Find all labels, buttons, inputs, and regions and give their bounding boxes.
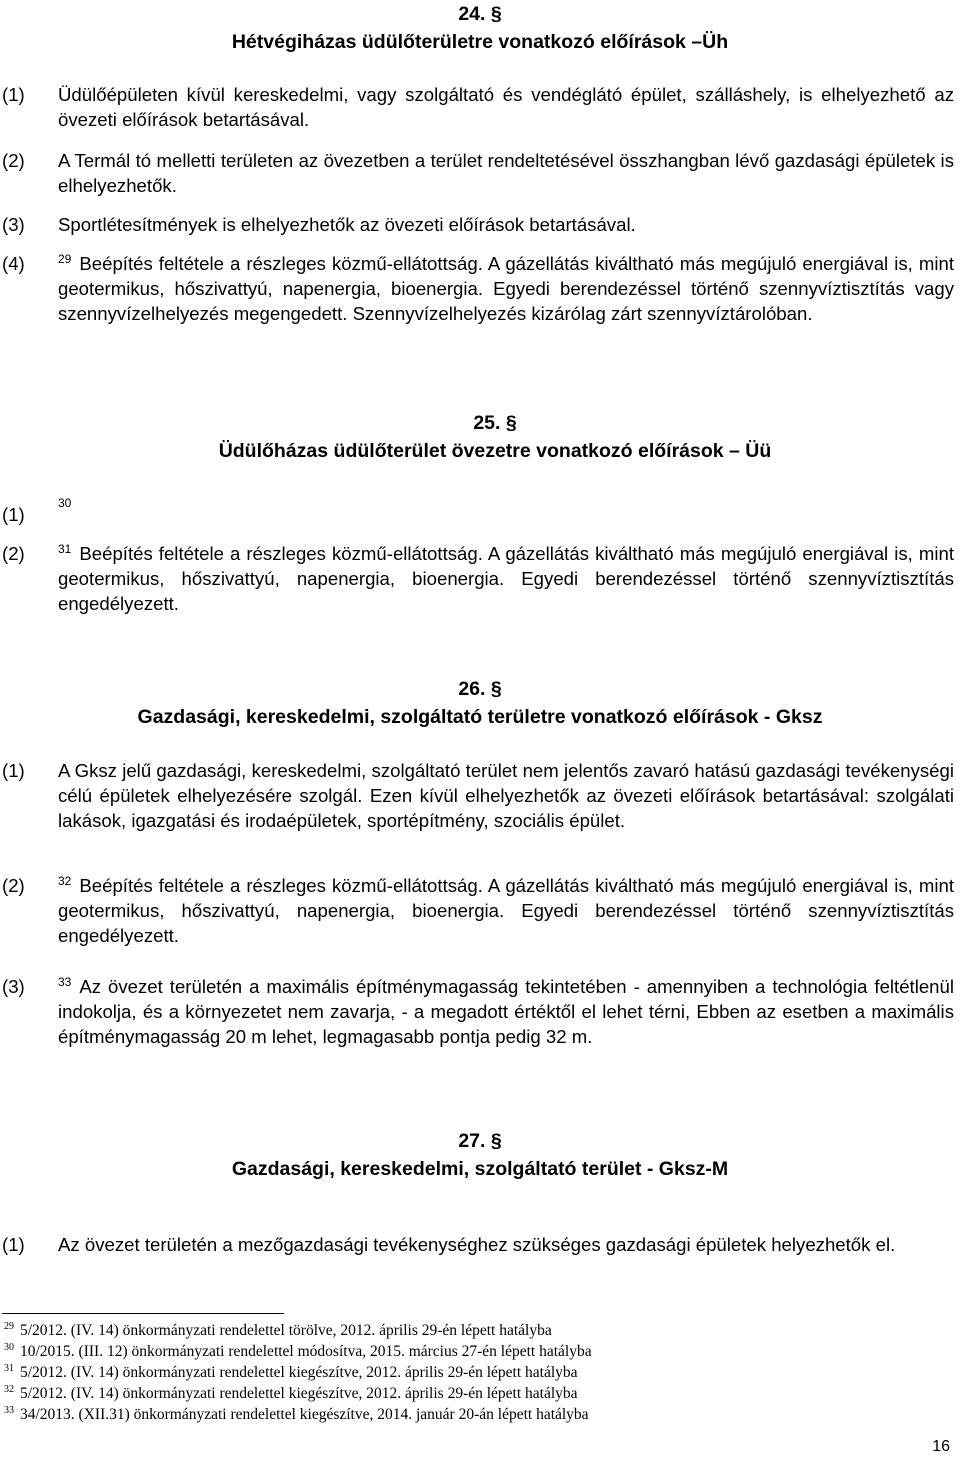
footnote-text: 5/2012. (IV. 14) önkormányzati rendelettel törölve, 2012. április 29-én lépett hatályba <box>20 1322 552 1339</box>
paragraph <box>0 541 960 616</box>
paragraph <box>0 82 960 132</box>
paragraph <box>0 974 960 1049</box>
paragraph-number: (2) <box>2 543 25 564</box>
footnote-number: 33 <box>4 1405 14 1416</box>
paragraph-number: (1) <box>2 84 25 105</box>
section-number: 27. § <box>458 1130 502 1152</box>
footnote-text: 10/2015. (III. 12) önkormányzati rendelettel módosítva, 2015. március 27-én lépett hatályba <box>20 1343 592 1360</box>
footnote-ref: 31 <box>58 542 72 556</box>
footnote-number: 32 <box>4 1384 14 1395</box>
paragraph <box>0 212 960 237</box>
section-heading <box>0 677 960 729</box>
paragraph-number: (1) <box>2 504 25 525</box>
paragraph <box>0 873 960 948</box>
footnote-text: 34/2013. (XII.31) önkormányzati rendelettel kiegészítve, 2014. január 20-án lépett hatályba <box>20 1406 589 1423</box>
section-24 <box>0 2 960 54</box>
footnote-ref: 29 <box>58 252 72 266</box>
paragraph-text: Az övezet területén a maximális építménymagasság tekintetében - amennyiben a technológia feltétlenül indokolja, és a környezetet nem zavarja, - a megadott értéktől el lehet térni, Ebben az esetben a maximális építménymagasság 20 m lehet, legmagasabb pontja pedig 32 m. <box>58 976 954 1047</box>
footnote-number: 29 <box>4 1321 14 1332</box>
section-title: Hétvégiházas üdülőterületre vonatkozó előírások –Üh <box>231 31 729 53</box>
footnote-item <box>4 1362 904 1383</box>
section-heading <box>0 411 960 463</box>
footnote-ref: 32 <box>58 874 72 888</box>
paragraph-number: (3) <box>2 976 25 997</box>
footnote-text: 5/2012. (IV. 14) önkormányzati rendelettel kiegészítve, 2012. április 29-én lépett hatályba <box>20 1364 578 1381</box>
paragraph-text: A Termál tó melletti területen az övezetben a terület rendeltetésével összhangban lévő gazdasági épületek is elhelyezhetők. <box>58 150 954 196</box>
section-27 <box>0 1129 960 1181</box>
paragraph-text: Beépítés feltétele a részleges közmű-ellátottság. A gázellátás kiváltható más megújuló energiával is, mint geotermikus, hőszivattyú, napenergia, bioenergia. Egyedi berendezéssel történő szennyvíztisztítás engedélyezett. <box>58 875 954 946</box>
paragraph-number: (1) <box>2 760 25 781</box>
footnote-text: 5/2012. (IV. 14) önkormányzati rendelettel kiegészítve, 2012. április 29-én lépett hatályba <box>20 1385 578 1402</box>
section-title: Gazdasági, kereskedelmi, szolgáltató terület - Gksz-M <box>231 1158 729 1180</box>
paragraph-text: Az övezet területén a mezőgazdasági tevékenységhez szükséges gazdasági épületek helyezhetők el. <box>58 1234 896 1255</box>
footnote-item <box>4 1320 904 1341</box>
paragraph <box>0 148 960 198</box>
section-number: 24. § <box>458 3 502 25</box>
paragraph-text: Üdülőépületen kívül kereskedelmi, vagy szolgáltató és vendéglátó épület, szálláshely, is elhelyezhető az övezeti előírások betartásával. <box>58 84 954 130</box>
paragraph <box>0 758 960 833</box>
footnotes <box>4 1320 904 1425</box>
footnote-ref: 30 <box>58 496 72 510</box>
section-number: 25. § <box>473 412 517 434</box>
footnote-ref: 33 <box>58 975 72 989</box>
paragraph-text: A Gksz jelű gazdasági, kereskedelmi, szolgáltató terület nem jelentős zavaró hatású gazdasági tevékenységi célú épületek elhelyezésére szolgál. Ezen kívül elhelyezhetők az övezeti előírások betartásával: szolgálati lakások, igazgatási és irodaépületek, sportépítmény, szociális épület. <box>58 760 954 831</box>
section-25 <box>0 411 960 463</box>
footnote-divider <box>2 1313 284 1314</box>
page-number: 16 <box>932 1438 950 1455</box>
paragraph <box>0 251 960 326</box>
paragraph-text: Sportlétesítmények is elhelyezhetők az övezeti előírások betartásával. <box>58 214 636 235</box>
paragraph-number: (1) <box>2 1234 25 1255</box>
footnote-item <box>4 1383 904 1404</box>
footnote-number: 31 <box>4 1363 14 1374</box>
paragraph-number: (2) <box>2 875 25 896</box>
paragraph-text: Beépítés feltétele a részleges közmű-ellátottság. A gázellátás kiváltható más megújuló energiával is, mint geotermikus, hőszivattyú, napenergia, bioenergia. Egyedi berendezéssel történő szennyvíztisztítás vagy szennyvízelhelyezés megengedett. Szennyvízelhelyezés kizárólag zárt szennyvíztárolóban. <box>58 253 954 324</box>
paragraph-number: (3) <box>2 214 25 235</box>
paragraph <box>0 1232 960 1257</box>
footnote-number: 30 <box>4 1342 14 1353</box>
paragraph <box>0 496 960 527</box>
paragraph-number: (2) <box>2 150 25 171</box>
section-number: 26. § <box>458 678 502 700</box>
paragraph-number: (4) <box>2 253 25 274</box>
section-title: Üdülőházas üdülőterület övezetre vonatkozó előírások – Üü <box>218 440 772 462</box>
paragraph-text: Beépítés feltétele a részleges közmű-ellátottság. A gázellátás kiváltható más megújuló energiával is, mint geotermikus, hőszivattyú, napenergia, bioenergia. Egyedi berendezéssel történő szennyvíztisztítás engedélyezett. <box>58 543 954 614</box>
footnote-item <box>4 1404 904 1425</box>
section-heading <box>0 1129 960 1181</box>
footnote-item <box>4 1341 904 1362</box>
section-heading <box>0 2 960 54</box>
section-26 <box>0 677 960 729</box>
section-title: Gazdasági, kereskedelmi, szolgáltató területre vonatkozó előírások - Gksz <box>137 706 823 728</box>
